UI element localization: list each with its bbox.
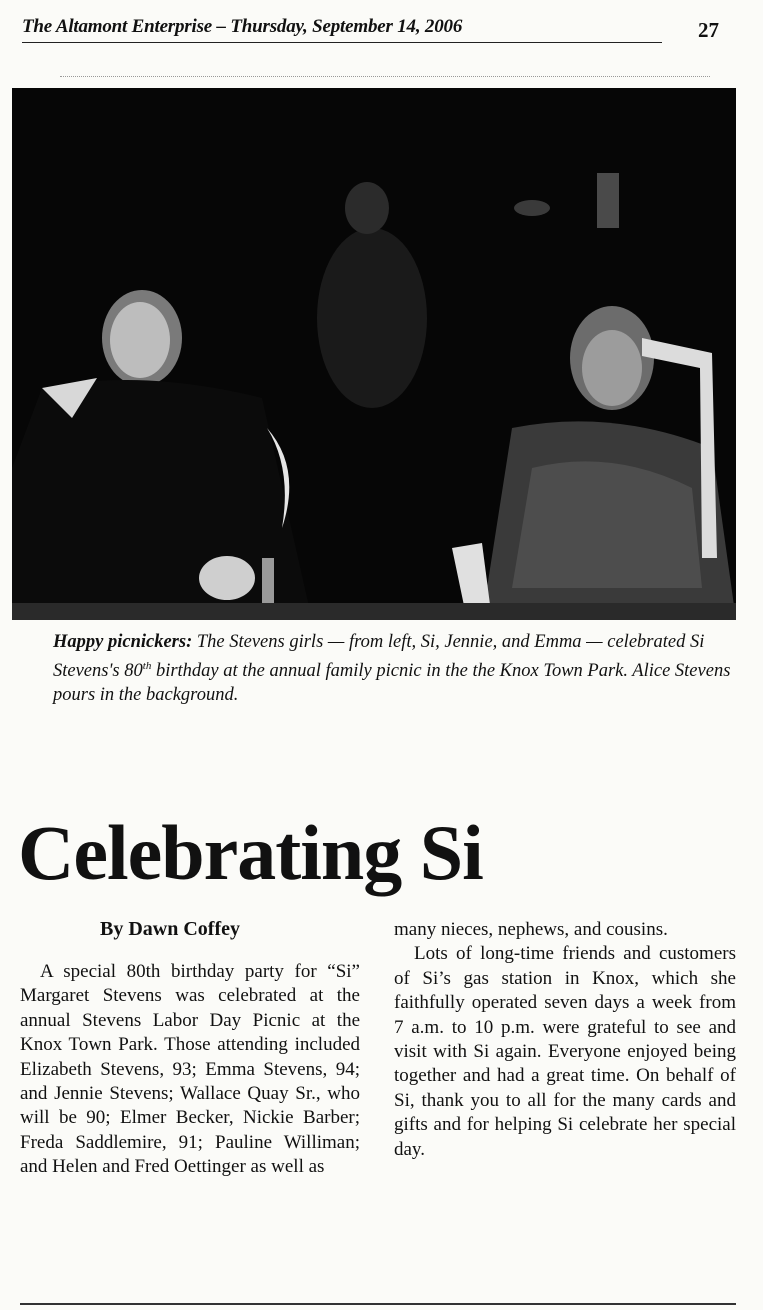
article-column-2: [394, 918, 736, 1162]
caption-lead: Happy picnickers:: [53, 632, 193, 652]
page-number: 27: [698, 18, 719, 42]
caption-text-end: birthday at the annual family picnic in the the Knox Town Park. Alice Stevens pours in the background.: [53, 661, 731, 706]
paragraph: Lots of long-time friends and customers of Si’s gas station in Knox, which she faithfully operated seven days a week from 7 a.m. to 10 p.m. were grateful to see and visit with Si again. Everyone enjoyed being together and had a great time. On behalf of Si, thank you to all for the many cards and gifts and for helping Si celebrate her special day.: [394, 943, 736, 1160]
paragraph: many nieces, nephews, and cousins.: [394, 919, 668, 940]
caption-text: The Stevens girls — from left, Si, Jennie, and Emma — celebrated Si Stevens's 80: [53, 632, 705, 682]
caption-superscript: th: [142, 660, 152, 672]
masthead: [22, 16, 662, 43]
photograph-icon: [12, 88, 736, 620]
article-column-1: [20, 960, 360, 1180]
masthead-title: The Altamont Enterprise – Thursday, September 14, 2006: [22, 16, 463, 37]
divider: [60, 76, 710, 78]
news-photo: [12, 88, 736, 620]
bottom-rule: [20, 1303, 736, 1305]
photo-caption: [53, 630, 733, 707]
article-headline: Celebrating Si: [18, 809, 483, 896]
paragraph: A special 80th birthday party for “Si” Margaret Stevens was celebrated at the annual Stevens Labor Day Picnic at the Knox Town Park. Those attending included Elizabeth Stevens, 93; Emma Stevens, 94; and Jennie Stevens; Wallace Quay Sr., who will be 90; Elmer Becker, Nickie Barber; Freda Saddlemire, 91; Pauline Williman; and Helen and Fred Oettinger as well as: [20, 961, 360, 1178]
byline: By Dawn Coffey: [100, 918, 240, 940]
